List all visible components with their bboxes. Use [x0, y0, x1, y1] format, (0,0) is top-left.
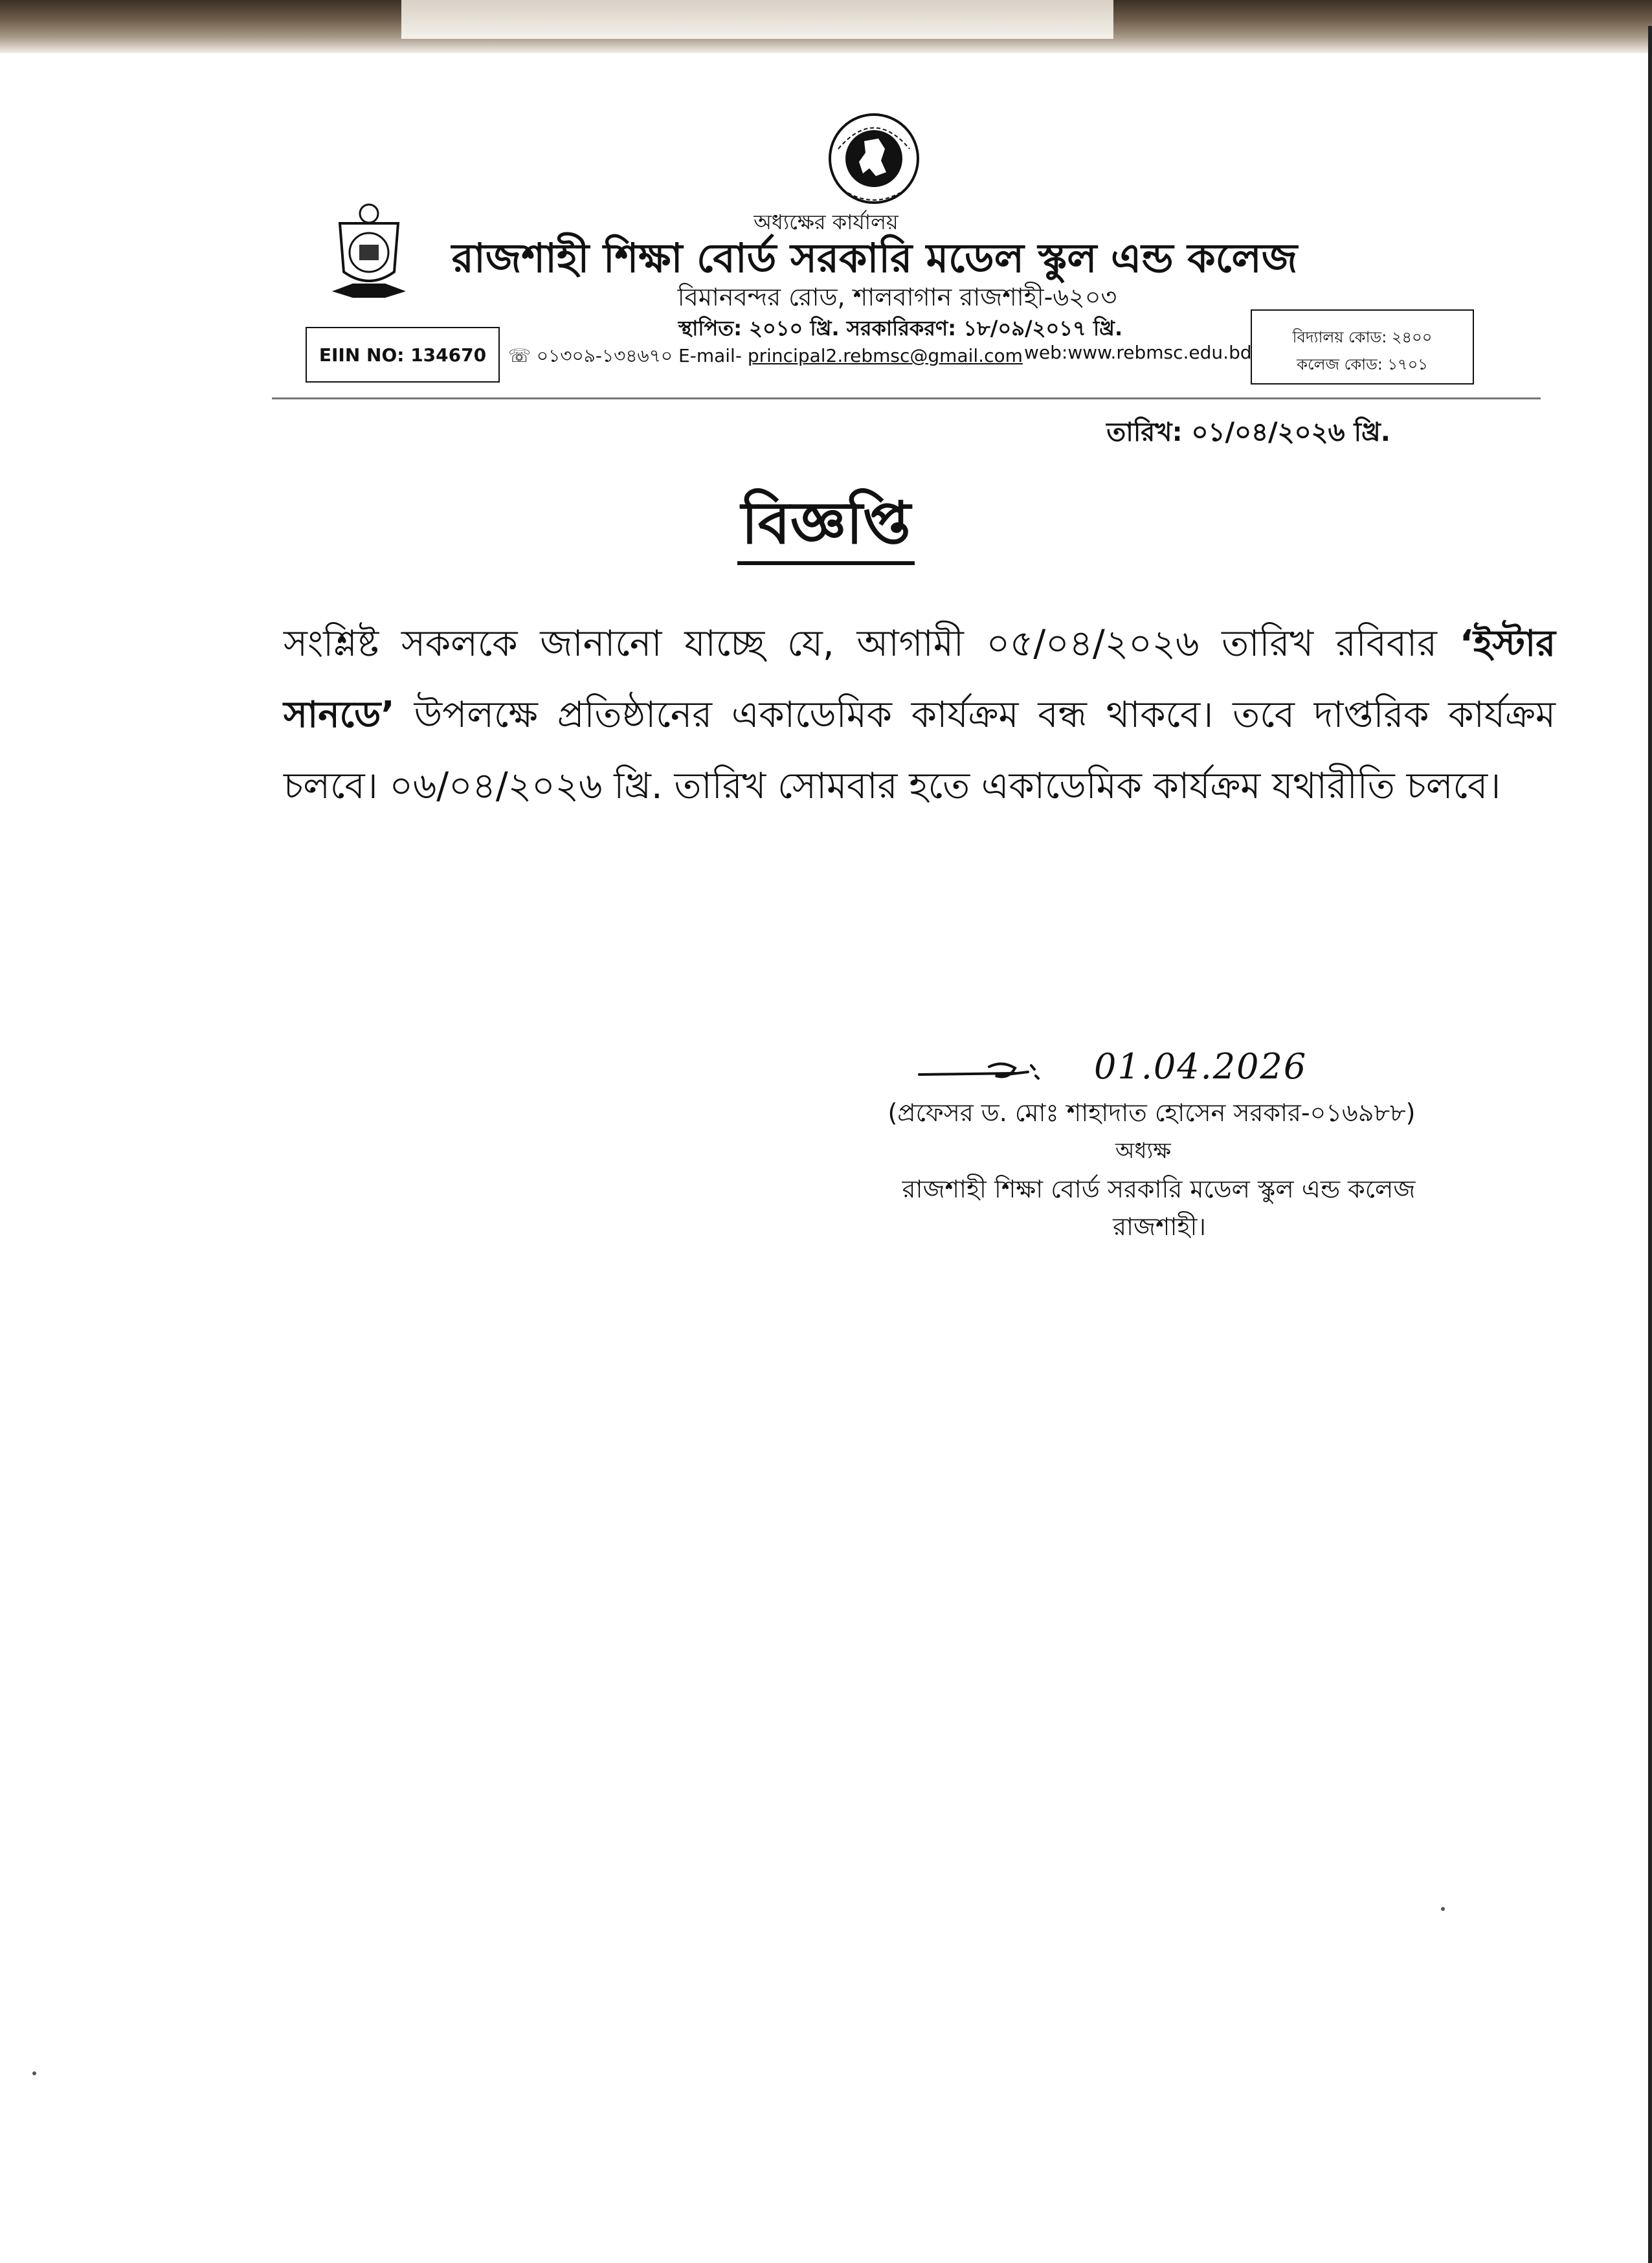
college-code: কলেজ কোড: ১৭০১ [1297, 355, 1428, 373]
signatory-city: রাজশাহী। [1113, 1212, 1206, 1241]
header-divider [272, 397, 1541, 399]
notice-body-part1: সংশ্লিষ্ট সকলকে জানানো যাচ্ছে যে, আগামী ০৫/০৪/২০২৬ তারিখ রবিবার [284, 623, 1460, 665]
college-name: রাজশাহী শিক্ষা বোর্ড সরকারি মডেল স্কুল এন্ড কলেজ [451, 234, 1298, 282]
college-address: বিমানবন্দর রোড, শালবাগান রাজশাহী-৬২০৩ [677, 283, 1117, 311]
scan-speck [32, 2071, 36, 2075]
contact-line [508, 342, 1023, 372]
school-code: বিদ্যালয় কোড: ২৪০০ [1292, 328, 1433, 346]
signature-date: 01.04.2026 [1094, 1046, 1308, 1087]
signature-scribble-icon [918, 1060, 1073, 1086]
scan-top-shadow [0, 0, 1652, 53]
notice-body-highlight: ‘ইস্টার সানডে’ [284, 623, 1556, 736]
notice-date: তারিখ: ০১/০৪/২০২৬ খ্রি. [1106, 418, 1390, 447]
office-label: অধ্যক্ষের কার্যালয় [753, 210, 899, 234]
email-link[interactable]: principal2.rebmsc@gmail.com [747, 345, 1023, 366]
phone-number: ☏ ০১৩০৯-১৩৪৬৭০ [508, 345, 673, 366]
notice-body [284, 608, 1556, 822]
notice-body-part2: উপলক্ষে প্রতিষ্ঠানের একাডেমিক কার্যক্রম বন্ধ থাকবে। তবে দাপ্তরিক কার্যক্রম চলবে। ০৬/০৪/২০২৬ খ্রি. তারিখ সোমবার হতে একাডেমিক কার্যক্রম যথারীতি চলবে। [284, 694, 1556, 807]
established-info: স্থাপিত: ২০১০ খ্রি. সরকারিকরণ: ১৮/০৯/২০১৭ খ্রি. [678, 316, 1123, 340]
website-link[interactable]: web:www.rebmsc.edu.bd [1024, 342, 1252, 363]
eiin-number: EIIN NO: 134670 [318, 344, 487, 366]
notice-title-text: বিজ্ঞপ্তি [737, 489, 915, 565]
signatory-title: অধ্যক্ষ [1115, 1138, 1171, 1164]
email-label: E-mail- [678, 345, 742, 366]
scan-speck [1441, 1907, 1445, 1911]
signatory-organization: রাজশাহী শিক্ষা বোর্ড সরকারি মডেল স্কুল এন্ড কলেজ [902, 1175, 1416, 1203]
signatory-name: (প্রফেসর ড. মোঃ শাহাদাত হোসেন সরকার-০১৬৯৮৮) [887, 1098, 1416, 1127]
institution-code-box [1251, 309, 1474, 385]
eiin-box [306, 327, 500, 383]
notice-title [0, 479, 1652, 576]
government-seal-icon [819, 110, 929, 207]
